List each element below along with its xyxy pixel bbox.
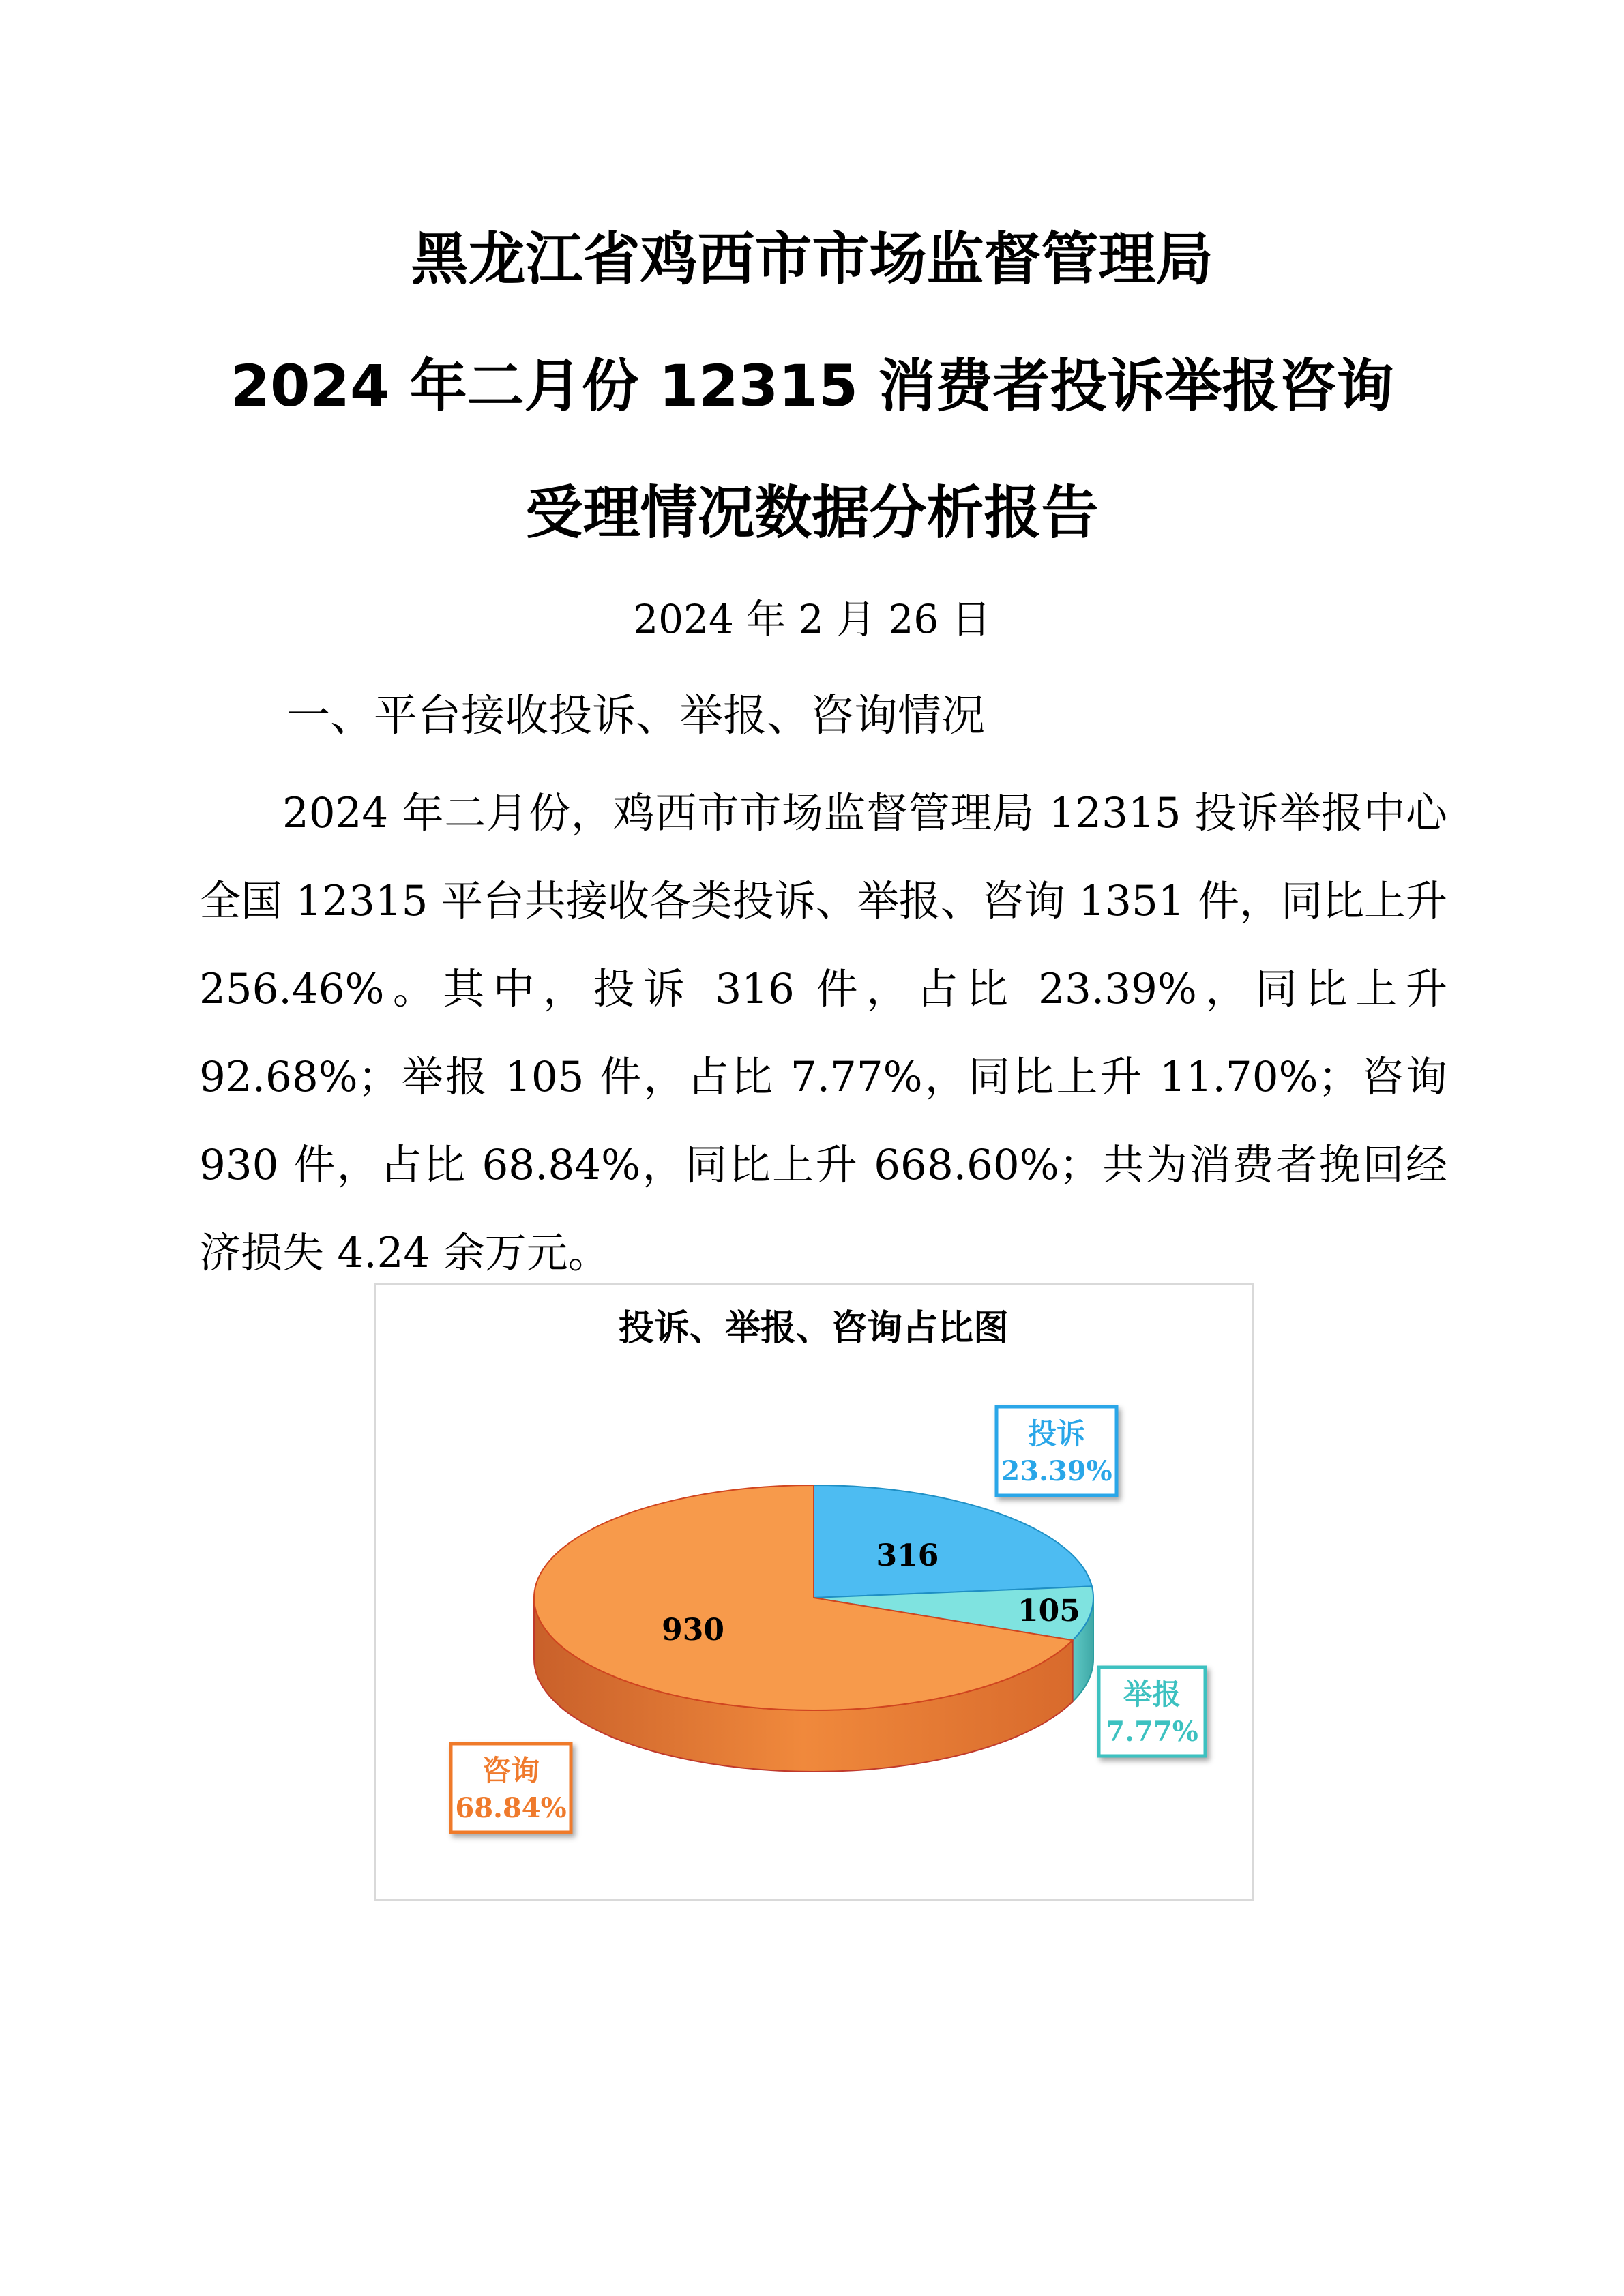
pie-value-label-2: 930: [662, 1612, 724, 1648]
callout-name-2: 咨询: [482, 1754, 540, 1787]
report-date: 2024 年 2 月 26 日: [633, 596, 991, 642]
pie-chart: [374, 1283, 1254, 1901]
pie-slice-0: [814, 1485, 1092, 1598]
callout-name-1: 举报: [1123, 1678, 1181, 1711]
chart-title: 投诉、举报、咨询占比图: [618, 1308, 1009, 1349]
callout-name-0: 投诉: [1027, 1417, 1086, 1450]
pie-value-label-0: 316: [876, 1538, 939, 1573]
pie-chart-svg: [376, 1285, 1252, 1899]
callout-percent-2: 68.84%: [455, 1792, 567, 1824]
callout-percent-0: 23.39%: [1001, 1455, 1112, 1487]
callout-percent-1: 7.77%: [1106, 1716, 1198, 1748]
section-heading: 一、平台接收投诉、举报、咨询情况: [286, 691, 985, 741]
body-paragraph: 2024 年二月份，鸡西市市场监督管理局 12315 投诉举报中心全国 12315 平台共接收各类投诉、举报、咨询 1351 件，同比上升 256.46%。其中，投诉 316 件，占比 23.39%，同比上升 92.68%；举报 105 件，占比 7.77%，同比上升 11.70%；咨询 930 件，占比 68.84%，同比上升 668.60%；共为消费者挽回经济损失 4.24 余万元。: [199, 789, 1447, 1277]
pie-value-label-1: 105: [1018, 1593, 1080, 1628]
title-line-2: 2024 年二月份 12315 消费者投诉举报咨询: [230, 353, 1394, 419]
title-line-1: 黑龙江省鸡西市市场监督管理局: [411, 226, 1213, 293]
title-line-3: 受理情况数据分析报告: [525, 479, 1099, 546]
